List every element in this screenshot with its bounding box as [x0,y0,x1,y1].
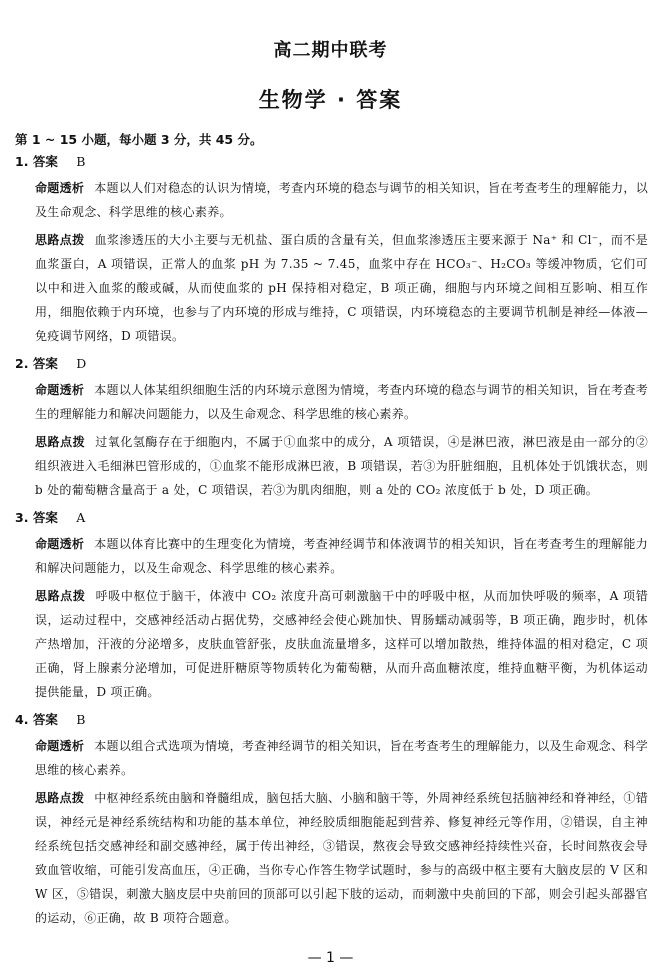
analysis-paragraph [35,532,648,580]
question-number: 4. [15,712,29,727]
answer-label: 答案 [32,154,58,169]
analysis-paragraph [35,734,648,782]
analysis-label: 命题透析 [35,181,85,195]
exam-title: 高二期中联考 [273,40,388,61]
question-header [15,708,648,732]
answer-label: 答案 [32,712,58,727]
answer-value: D [76,356,87,371]
explanation-label: 思路点拨 [35,791,85,805]
subject-title: 生物学 · 答案 [258,88,403,112]
explanation-text: 中枢神经系统由脑和脊髓组成，脑包括大脑、小脑和脑干等，外周神经系统包括脑神经和脊神经，①错误，神经元是神经系统结构和功能的基本单位，神经胶质细胞能起到营养、修复神经元等作用，②错误，自主神经系统包括交感神经和副交感神经，属于传出神经，③错误，熬夜会导致交感神经持续性兴奋，长时间熬夜会导致血管收缩，可能引发高血压，④正确，当你专心作答生物学试题时，参与的高级中枢主要有大脑皮层的 V 区和 W 区，⑤错误，刺激大脑皮层中央前回的顶部可以引起下肢的运动，而刺激中央前回的下部，则会引起头部器官的运动，⑥正确，故 B 项符合题意。 [35,791,648,925]
explanation-label: 思路点拨 [35,435,86,449]
page-number: — 1 — [307,950,354,966]
question-header [15,352,648,376]
question-2 [15,352,648,502]
analysis-text: 本题以人们对稳态的认识为情境，考查内环境的稳态与调节的相关知识，旨在考查考生的理解能力，以及生命观念、科学思维的核心素养。 [35,181,648,219]
answer-label: 答案 [32,510,58,525]
explanation-paragraph [35,228,648,348]
answer-content [15,130,648,934]
analysis-label: 命题透析 [35,383,85,397]
explanation-paragraph [35,584,648,704]
analysis-text: 本题以体育比赛中的生理变化为情境，考查神经调节和体液调节的相关知识，旨在考查考生的理解能力和解决问题能力，以及生命观念、科学思维的核心素养。 [35,537,648,575]
explanation-text: 血浆渗透压的大小主要与无机盐、蛋白质的含量有关，但血浆渗透压主要来源于 Na⁺ 和 Cl⁻，而不是血浆蛋白，A 项错误，正常人的血浆 pH 为 7.35 ~ 7.45，血浆中存在 HCO₃⁻、H₂CO₃ 等缓冲物质，它们可以中和进入血浆的酸或碱，从而使血浆的 pH 保持相对稳定，B 项正确，细胞与内环境之间相互影响、相互作用，细胞依赖于内环境，也参与了内环境的形成与维持，C 项错误，内环境稳态的主要调节机制是神经—体液—免疫调节网络，D 项错误。 [35,233,648,343]
analysis-label: 命题透析 [35,537,85,551]
analysis-label: 命题透析 [35,739,85,753]
answer-value: A [76,510,86,525]
question-1 [15,150,648,348]
explanation-paragraph [35,430,648,502]
question-number: 2. [15,356,29,371]
question-number: 1. [15,154,29,169]
question-number: 3. [15,510,29,525]
analysis-text: 本题以组合式选项为情境，考查神经调节的相关知识，旨在考查考生的理解能力，以及生命观念、科学思维的核心素养。 [35,739,648,777]
question-3 [15,506,648,704]
answer-value: B [76,712,86,727]
analysis-paragraph [35,176,648,224]
question-header [15,506,648,530]
section-intro: 第 1 ~ 15 小题，每小题 3 分，共 45 分。 [15,132,263,147]
answer-value: B [76,154,86,169]
explanation-label: 思路点拨 [35,233,85,247]
explanation-text: 过氧化氢酶存在于细胞内，不属于①血浆中的成分，A 项错误，④是淋巴液，淋巴液是由一部分的②组织液进入毛细淋巴管形成的，①血浆不能形成淋巴液，B 项错误，若③为肝脏细胞，且机体处于饥饿状态，则 b 处的葡萄糖含量高于 a 处，C 项错误，若③为肌肉细胞，则 a 处的 CO₂ 浓度低于 b 处，D 项正确。 [35,435,649,497]
explanation-label: 思路点拨 [35,589,86,603]
question-header [15,150,648,174]
question-4 [15,708,648,930]
explanation-text: 呼吸中枢位于脑干，体液中 CO₂ 浓度升高可刺激脑干中的呼吸中枢，从而加快呼吸的频率，A 项错误，运动过程中，交感神经活动占据优势，交感神经会使心跳加快、胃肠蠕动减弱等，B 项正确，跑步时，机体产热增加，汗液的分泌增多，皮肤血管舒张，皮肤血流量增多，这样可以增加散热，维持体温的相对稳定，C 项正确，肾上腺素分泌增加，可促进肝糖原等物质转化为葡萄糖，从而升高血糖浓度，维持血糖平衡，为机体运动提供能量，D 项正确。 [35,589,649,699]
explanation-paragraph [35,786,648,930]
answer-label: 答案 [32,356,58,371]
analysis-text: 本题以人体某组织细胞生活的内环境示意图为情境，考查内环境的稳态与调节的相关知识，旨在考查考生的理解能力和解决问题能力，以及生命观念、科学思维的核心素养。 [35,383,648,421]
analysis-paragraph [35,378,648,426]
